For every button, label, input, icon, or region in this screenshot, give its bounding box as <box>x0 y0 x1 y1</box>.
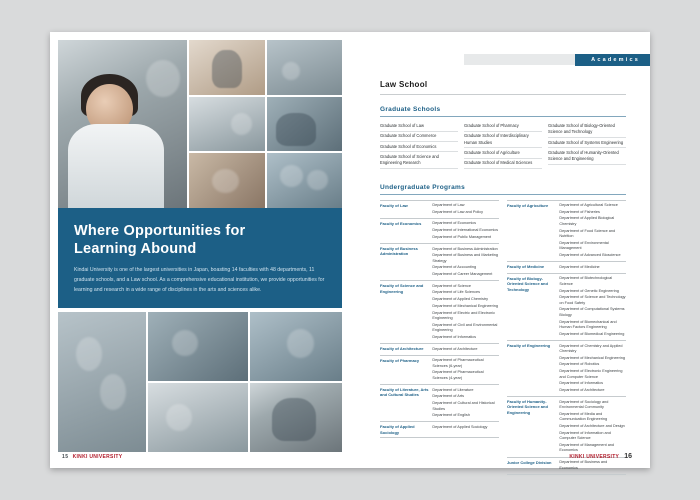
table-row <box>507 261 626 273</box>
list-item: Graduate School of Biology-Oriented Science and Technology <box>548 122 626 138</box>
graduate-schools-underline <box>380 116 626 117</box>
table-row <box>380 343 499 355</box>
photo-grid-top <box>58 40 342 208</box>
faculty-name: Faculty of Agriculture <box>507 202 549 208</box>
department-item: Department of Management and Economics <box>559 442 615 453</box>
department-item: Department of Economics <box>432 221 477 226</box>
table-row <box>507 396 626 456</box>
photo-library <box>189 153 264 208</box>
photo-lecture-students <box>148 383 249 452</box>
department-item: Department of International Economics <box>432 228 498 233</box>
department-item: Department of Informatics <box>559 381 604 386</box>
department-item: Department of Pharmaceutical Sciences (4-year) <box>432 370 484 380</box>
photo-student-lab <box>58 40 187 208</box>
department-item: Department of Law and Policy <box>432 209 484 214</box>
graduate-schools-section <box>380 106 626 169</box>
faculty-departments <box>432 246 499 278</box>
department-item: Department of Genetic Engineering <box>559 288 619 293</box>
faculty-departments <box>559 399 626 454</box>
department-item: Department of English <box>432 413 470 418</box>
photo-group-study <box>58 312 146 452</box>
department-item: Department of Medicine <box>559 264 600 269</box>
brand-logo-left: KINKI UNIVERSITY <box>72 454 123 460</box>
table-row <box>380 355 499 384</box>
faculty-name: Faculty of Science and Engineering <box>380 283 424 294</box>
department-item: Department of Electric and Electronic Engineering <box>432 310 496 321</box>
left-page-footer <box>62 454 122 460</box>
department-item: Department of Food Science and Nutrition <box>559 228 616 239</box>
department-item: Department of Literature <box>432 387 474 392</box>
left-page <box>50 32 350 468</box>
undergraduate-underline <box>380 194 626 195</box>
department-item: Department of Architecture <box>432 346 478 351</box>
faculty-departments <box>559 460 626 472</box>
right-page-footer <box>569 453 632 460</box>
list-item: Graduate School of Medical Sciences <box>464 159 542 169</box>
department-item: Department of Mechanical Engineering <box>432 303 498 308</box>
table-row <box>507 200 626 262</box>
list-item: Graduate School of Humanity-Oriented Science and Engineering <box>548 148 626 164</box>
table-row <box>380 280 499 343</box>
faculty-name: Faculty of Applied Sociology <box>380 424 415 435</box>
department-item: Department of Science <box>432 283 471 288</box>
list-item: Graduate School of Agriculture <box>464 148 542 158</box>
faculty-name: Faculty of Law <box>380 202 408 208</box>
faculty-departments <box>432 387 499 419</box>
section-tab-academics: Academics <box>575 54 650 66</box>
graduate-column-3 <box>548 122 626 169</box>
department-item: Department of Applied Biological Chemistry <box>559 216 615 226</box>
list-item: Graduate School of Commerce <box>380 132 458 142</box>
page-title <box>74 222 326 258</box>
department-item: Department of Science and Technology on Food Safety <box>559 295 626 305</box>
department-item: Department of Biomedical Engineering <box>559 331 625 336</box>
department-item: Department of Public Management <box>432 234 492 239</box>
faculty-name: Faculty of Architecture <box>380 346 424 351</box>
faculty-name: Faculty of Humanity-Oriented Science and Engineering <box>507 399 548 415</box>
table-row <box>380 218 499 243</box>
list-item: Graduate School of Law <box>380 122 458 132</box>
faculty-departments <box>432 221 499 241</box>
graduate-column-2 <box>464 122 542 169</box>
list-item: Graduate School of Systems Engineering <box>548 138 626 148</box>
photo-classroom <box>189 97 264 152</box>
table-row <box>380 384 499 421</box>
faculty-departments <box>432 203 499 216</box>
department-item: Department of Applied Chemistry <box>432 297 489 302</box>
graduate-column-1 <box>380 122 458 169</box>
department-item: Department of Agricultural Science <box>559 203 618 208</box>
faculty-departments <box>432 283 499 341</box>
photo-lecture-hall <box>267 40 342 95</box>
faculty-departments <box>559 264 626 271</box>
list-item: Graduate School of Science and Engineering Research <box>380 152 458 168</box>
headline-body: Kindai University is one of the largest universities in Japan, boasting 14 faculties with 48 departments, 11 graduate schools, and a Law school. As a comprehensive educational institution, we provide opportunities for learning and research in a wide range of disciplines in the arts and sciences alike. <box>74 267 325 293</box>
department-item: Department of Mechanical Engineering <box>559 355 625 360</box>
table-row <box>380 200 499 218</box>
law-school-heading: Law School <box>380 80 428 89</box>
department-item: Department of Civil and Environmental Engineering <box>432 322 498 333</box>
department-item: Department of Architecture and Design <box>559 424 625 429</box>
undergraduate-columns <box>380 200 626 475</box>
graduate-schools-heading: Graduate Schools <box>380 106 441 113</box>
faculty-departments <box>432 424 499 435</box>
faculty-name: Faculty of Medicine <box>507 264 545 270</box>
headline-panel <box>58 208 342 308</box>
list-item: Graduate School of Pharmacy <box>464 122 542 132</box>
photo-workshop <box>267 97 342 152</box>
photo-students-outdoor <box>148 312 249 381</box>
table-row <box>507 273 626 340</box>
law-school-rule <box>380 94 626 95</box>
department-item: Department of Biomechanical and Human Factors Engineering <box>559 319 617 330</box>
department-item: Department of Applied Sociology <box>432 424 488 429</box>
right-page <box>350 32 650 468</box>
left-page-number: 15 <box>62 454 69 460</box>
department-item: Department of Chemistry and Applied Chemistry <box>559 343 623 354</box>
department-item: Department of Arts <box>432 394 465 399</box>
magazine-spread <box>50 32 650 468</box>
department-item: Department of Electronic Engineering and Computer Science <box>559 369 623 379</box>
photo-medical-team <box>267 153 342 208</box>
department-item: Department of Fisheries <box>559 209 600 214</box>
undergraduate-column-right <box>507 200 626 475</box>
photo-glassware <box>189 40 264 95</box>
department-item: Department of Sociology and Environmental Community <box>559 399 609 410</box>
list-item: Graduate School of Economics <box>380 142 458 152</box>
department-item: Department of Business Administration <box>432 246 498 251</box>
undergraduate-programs-section <box>380 184 626 475</box>
department-item: Department of Environmental Management <box>559 240 609 251</box>
department-item: Department of Architecture <box>559 387 605 392</box>
department-item: Department of Robotics <box>559 362 600 367</box>
right-page-number: 16 <box>624 453 632 460</box>
headline-line-1: Where Opportunities for <box>74 223 246 239</box>
faculty-name: Junior College Division <box>507 459 552 465</box>
faculty-name: Faculty of Business Administration <box>380 245 418 257</box>
department-item: Department of Computational Systems Biology <box>559 307 625 317</box>
faculty-departments <box>432 358 499 382</box>
list-item: Graduate School of Interdisciplinary Human Studies <box>464 132 542 148</box>
brand-logo-right: KINKI UNIVERSITY <box>569 453 620 460</box>
undergraduate-column-left <box>380 200 499 475</box>
table-row <box>380 243 499 280</box>
faculty-name: Faculty of Biology-Oriented Science and Technology <box>507 275 548 292</box>
department-item: Department of Life Sciences <box>432 290 481 295</box>
department-item: Department of Cultural and Historical Studies <box>432 401 495 411</box>
photo-grid-bottom <box>58 312 342 452</box>
photo-seminar <box>250 312 342 381</box>
department-item: Department of Informatics <box>432 334 477 339</box>
faculty-departments <box>559 343 626 394</box>
department-item: Department of Pharmaceutical Sciences (6-year) <box>432 358 484 368</box>
department-item: Department of Business and Economics <box>559 460 608 470</box>
faculty-name: Faculty of Engineering <box>507 342 551 348</box>
photo-lab-work <box>250 383 342 452</box>
faculty-departments <box>559 276 626 338</box>
department-item: Department of Information and Computer Science <box>559 430 611 441</box>
faculty-name: Faculty of Economics <box>380 220 422 226</box>
faculty-name: Faculty of Pharmacy <box>380 357 420 363</box>
faculty-departments <box>432 346 499 353</box>
department-item: Department of Advanced Bioscience <box>559 253 621 258</box>
header-band <box>464 54 584 65</box>
department-item: Department of Accounting <box>432 265 477 270</box>
department-item: Department of Business and Marketing Strategy <box>432 253 498 263</box>
department-item: Department of Biotechnological Science <box>559 276 613 286</box>
department-item: Department of Law <box>432 203 465 208</box>
graduate-schools-columns <box>380 122 626 169</box>
faculty-name: Faculty of Literature, Arts and Cultural Studies <box>380 387 429 398</box>
table-row <box>507 340 626 396</box>
headline-line-2: Learning Abound <box>74 241 197 258</box>
table-row <box>380 421 499 438</box>
department-item: Department of Career Management <box>432 272 493 277</box>
department-item: Department of Media and Communication Engineering <box>559 411 608 422</box>
faculty-departments <box>559 203 626 260</box>
undergraduate-heading: Undergraduate Programs <box>380 184 465 191</box>
